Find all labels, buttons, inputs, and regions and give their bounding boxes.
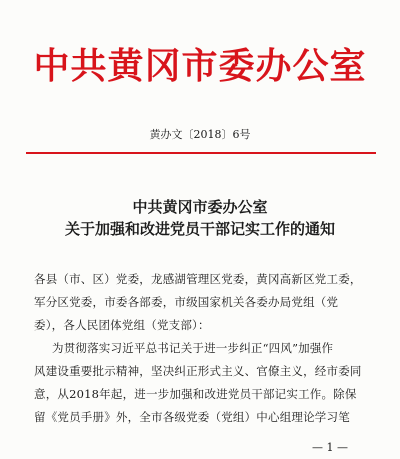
body-line: 意，从2018年起，进一步加强和改进党员干部记实工作。除保 — [34, 387, 357, 401]
red-divider-line — [26, 152, 376, 154]
masthead-title: 中共黄冈市委办公室 — [33, 45, 367, 87]
page-number: — 1 — — [312, 441, 348, 454]
notice-title-subject: 关于加强和改进党员干部记实工作的通知 — [64, 220, 335, 238]
body-line: 留《党员手册》外，全市各级党委（党组）中心组理论学习笔 — [34, 410, 350, 424]
document-number: 黄办文〔2018〕6号 — [149, 128, 251, 141]
body-line: 为贯彻落实习近平总书记关于进一步纠正“四风”加强作 — [52, 341, 334, 355]
notice-title-issuer: 中共黄冈市委办公室 — [132, 198, 268, 216]
body-line: 委），各人民团体党组（党支部）： — [34, 318, 210, 332]
body-line: 军分区党委，市委各部委，市级国家机关各委办局党组（党 — [34, 295, 339, 309]
body-line: 各县（市、区）党委，龙感湖管理区党委，黄冈高新区党工委， — [34, 272, 362, 286]
body-line: 风建设重要批示精神，坚决纠正形式主义、官僚主义，经市委同 — [34, 364, 362, 378]
